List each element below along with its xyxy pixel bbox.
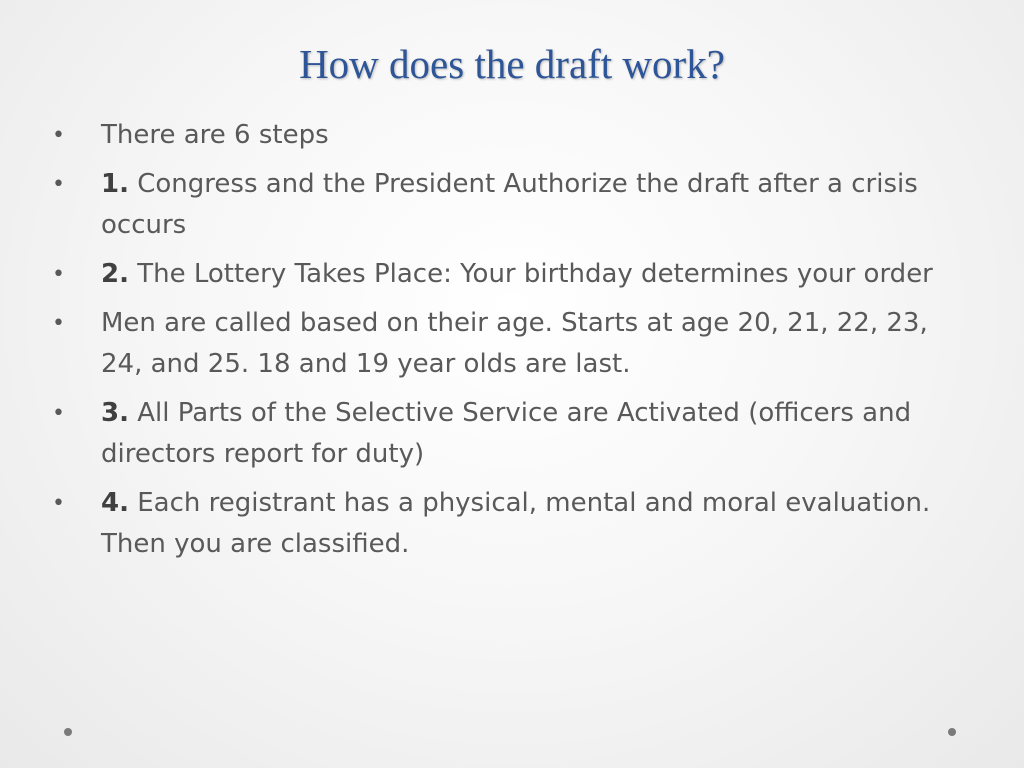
bullet-text: All Parts of the Selective Service are Activated (officers and directors report for duty)	[101, 398, 912, 469]
bullet-text: The Lottery Takes Place: Your birthday determines your order	[128, 259, 933, 289]
bullet-text: Men are called based on their age. Starts at age 20, 21, 22, 23, 24, and 25. 18 and 19 year olds are last.	[101, 308, 928, 379]
bullet-item	[52, 115, 972, 156]
bullet-item	[52, 303, 972, 385]
bullet-item	[52, 254, 972, 295]
step-number: 3.	[101, 398, 129, 428]
step-number: 4.	[101, 488, 129, 518]
bullet-dot-icon: •	[52, 401, 65, 426]
bullet-text: Congress and the President Authorize the draft after a crisis occurs	[101, 169, 918, 240]
bullet-item	[52, 483, 972, 565]
bullet-dot-icon: •	[52, 311, 65, 336]
bullet-text: There are 6 steps	[101, 120, 329, 150]
bullet-item	[52, 393, 972, 475]
decorative-dot-icon	[64, 728, 72, 736]
bullet-dot-icon: •	[52, 262, 65, 287]
bullet-list	[52, 115, 972, 573]
bullet-dot-icon: •	[52, 491, 65, 516]
bullet-dot-icon: •	[52, 172, 65, 197]
bullet-dot-icon: •	[52, 123, 65, 148]
slide-title: How does the draft work?	[299, 41, 725, 87]
decorative-dot-icon	[948, 728, 956, 736]
step-number: 1.	[101, 169, 129, 199]
bullet-item	[52, 164, 972, 246]
step-number: 2.	[101, 259, 129, 289]
bullet-text: Each registrant has a physical, mental and moral evaluation. Then you are classified.	[101, 488, 931, 559]
